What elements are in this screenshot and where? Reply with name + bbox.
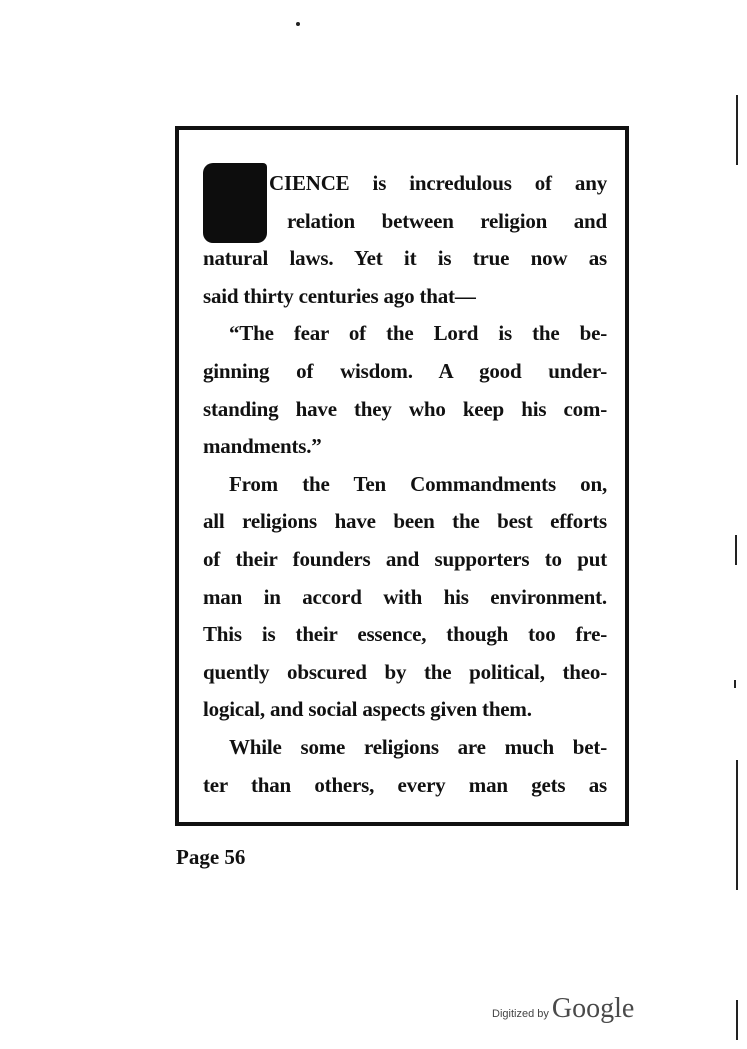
scan-edge-mark [736, 760, 738, 890]
scan-edge-mark [736, 95, 738, 165]
text-line: “The fear of the Lord is the be- [229, 321, 607, 346]
text-line: CIENCE is incredulous of any [269, 171, 607, 195]
body-text [203, 165, 607, 804]
scan-speck [296, 22, 300, 26]
text-line: This is their essence, though too fre- [203, 622, 607, 647]
text-line: relation between religion and [287, 208, 607, 233]
text-line: natural laws. Yet it is true now as [203, 246, 607, 271]
google-logo: Google [551, 993, 635, 1024]
text-line: man in accord with his environment. [203, 584, 607, 609]
scan-edge-mark [735, 535, 737, 565]
text-line: mandments.” [203, 434, 322, 459]
text-line: said thirty centuries ago that— [203, 283, 476, 308]
text-line: quently obscured by the political, theo- [203, 659, 607, 684]
scan-edge-mark [736, 1000, 738, 1040]
text-line: ter than others, every man gets as [203, 772, 607, 797]
digitized-by-label: Digitized by [492, 1008, 549, 1020]
text-line: From the Ten Commandments on, [229, 471, 607, 496]
page-number: Page 56 [176, 845, 246, 869]
text-line: all religions have been the best efforts [203, 509, 607, 534]
google-watermark [492, 993, 634, 1025]
text-line: standing have they who keep his com- [203, 396, 607, 421]
text-line: ginning of wisdom. A good under- [203, 358, 607, 383]
text-line: of their founders and supporters to put [203, 546, 607, 571]
text-line: While some religions are much bet- [229, 734, 607, 759]
scan-edge-mark [734, 680, 736, 688]
text-line: logical, and social aspects given them. [203, 697, 532, 722]
